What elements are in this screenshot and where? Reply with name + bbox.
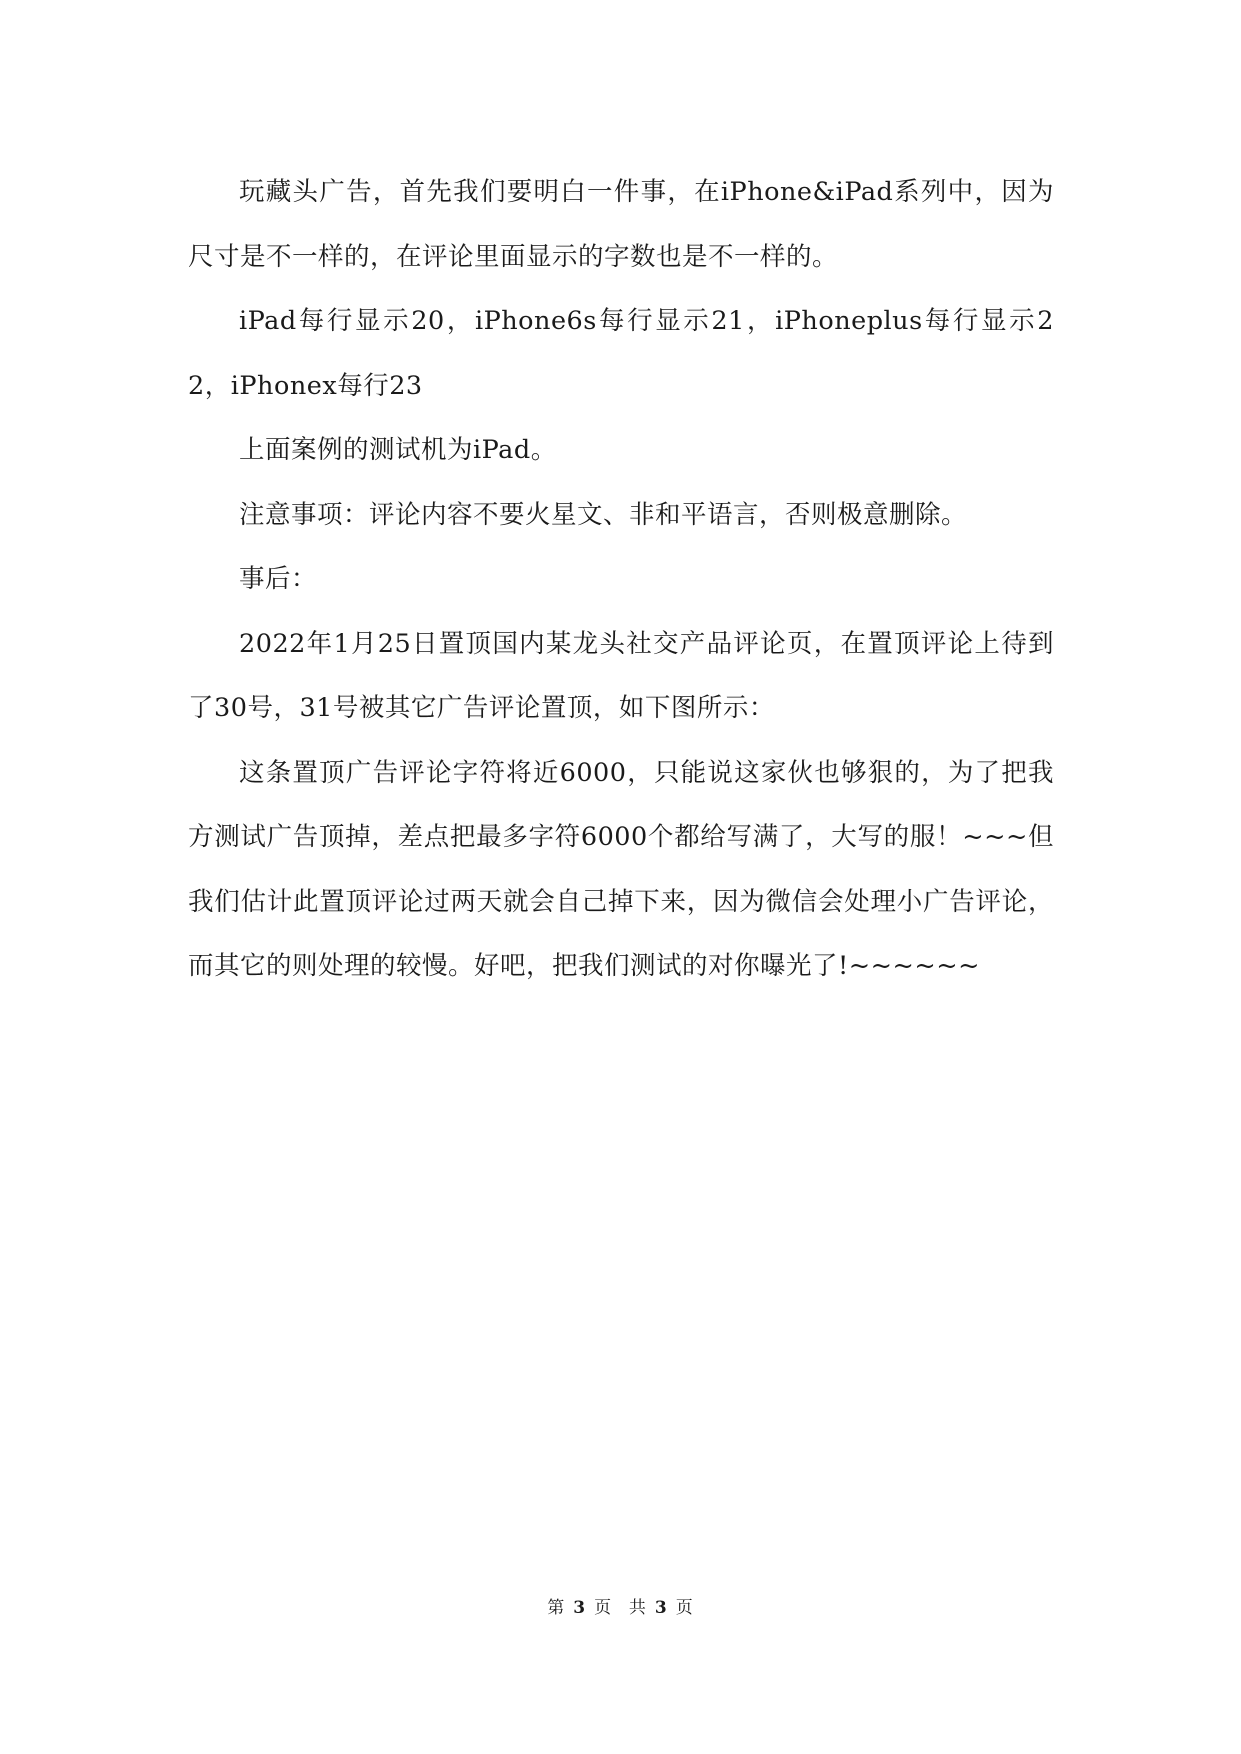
- paragraph: 2022年1月25日置顶国内某龙头社交产品评论页，在置顶评论上待到了30号，31号被其它广告评论置顶，如下图所示：: [188, 628, 1054, 723]
- paragraph: 注意事项：评论内容不要火星文、非和平语言，否则极意删除。: [239, 499, 968, 530]
- paragraph: 事后：: [239, 564, 318, 594]
- page-footer: [0, 1596, 1241, 1620]
- footer-suffix: 页: [675, 1598, 694, 1618]
- footer-prefix: 第: [547, 1598, 566, 1618]
- footer-page-word: 页: [594, 1598, 613, 1618]
- paragraph: 这条置顶广告评论字符将近6000，只能说这家伙也够狠的，为了把我方测试广告顶掉，差点把最多字符6000个都给写满了，大写的服！~~~但我们估计此置顶评论过两天就会自己掉下来，因为微信会处理小广告评论，而其它的则处理的较慢。好吧，把我们测试的对你曝光了!~~~~~~: [188, 757, 1054, 981]
- total-pages-number: 3: [654, 1598, 668, 1618]
- paragraph: iPad每行显示20，iPhone6s每行显示21，iPhoneplus每行显示22，iPhonex每行23: [188, 306, 1054, 401]
- paragraph: 玩藏头广告，首先我们要明白一件事，在iPhone&iPad系列中，因为尺寸是不一样的，在评论里面显示的字数也是不一样的。: [188, 177, 1054, 272]
- footer-total-word: 共: [628, 1598, 647, 1618]
- paragraph: 上面案例的测试机为iPad。: [239, 435, 557, 465]
- current-page-number: 3: [573, 1598, 587, 1618]
- document-body: [188, 160, 1054, 999]
